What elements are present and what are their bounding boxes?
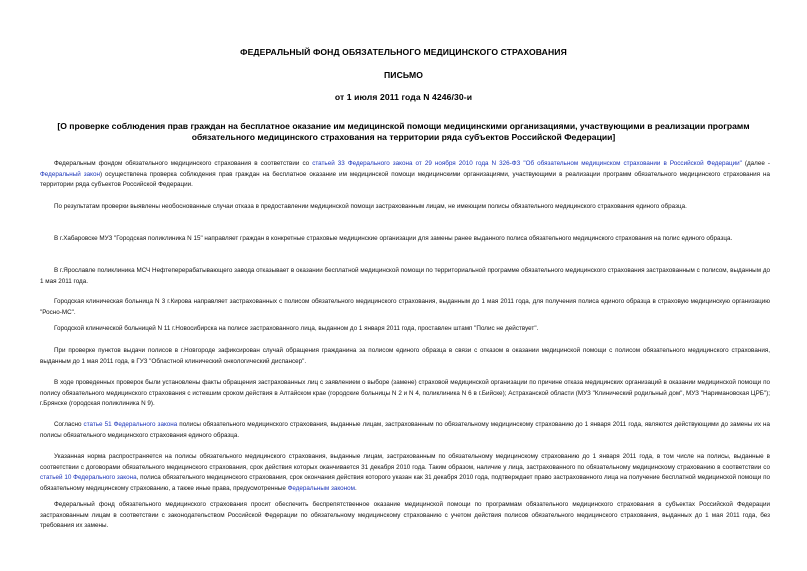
paragraph-10	[40, 452, 770, 494]
paragraph-8: В ходе проведенных проверок были установлены факты обращения застрахованных лиц с заявлением о выборе (замене) страховой медицинской организации по причине отказа медицинских организаций в оказании медицинской помощи по полису обязательного медицинского страхования с истекшим сроком действия в Алтайском крае (городские больницы N 2 и N 4, поликлиника N 6 в г.Бийске); Астраханской области (МУЗ "Клинический родильный дом", МУЗ "Наримановская ЦРБ"); г.Брянске (городская поликлиника N 9).	[40, 379, 770, 408]
title-line-2: обязательного медицинского страхования на территории ряда субъектов Российской Федерации]	[191, 132, 616, 142]
paragraph-1	[40, 159, 770, 191]
p1-text-1: Федеральным фондом обязательного медицинского страхования в соответствии со	[54, 160, 313, 167]
paragraph-3: В г.Хабаровске МУЗ "Городская поликлиника N 15" направляет граждан в конкретные страховые медицинские организации для замены ранее выданного полиса обязательного медицинского страхования на полис единого образца.	[54, 235, 733, 242]
p1-text-3: ) осуществлена проверка соблюдения прав граждан на бесплатное оказание им медицинской помощи медицинскими организациями, участвующими в реализации программ обязательного медицинского страхования на территории ряда субъектов Российской Федерации.	[40, 170, 770, 189]
p10-text-2: , полиса обязательного медицинского страхования, срок окончания действия которого указан как 31 декабря 2010 года, подтверждает право застрахованного лица на получение бесплатной медицинской помощи по обязательному медицинскому страхованию, а также иные права, предусмотренные	[40, 474, 770, 492]
organization-name: ФЕДЕРАЛЬНЫЙ ФОНД ОБЯЗАТЕЛЬНОГО МЕДИЦИНСКОГО СТРАХОВАНИЯ	[240, 47, 567, 57]
paragraph-2: По результатам проверки выявлены необоснованные случаи отказа в предоставлении медицинской помощи застрахованным лицам, не имеющим полисы обязательного медицинского страхования единого образца.	[54, 203, 687, 210]
document-type: ПИСЬМО	[384, 70, 423, 80]
link-article-10[interactable]: статьей 10 Федерального закона	[40, 474, 137, 482]
paragraph-6: Городской клинической больницей N 11 г.Новосибирска на полисе застрахованного лица, выданном до 1 января 2011 года, проставлен штамп "Полис не действует".	[54, 325, 539, 332]
p1-text-2: (далее -	[741, 160, 770, 167]
link-federal-law-2[interactable]: Федеральным законом	[287, 484, 355, 492]
paragraph-11: Федеральный фонд обязательного медицинского страхования просит обеспечить беспрепятственное оказание медицинской помощи по программам обязательного медицинского страхования в субъектах Российской Федерации застрахованным лицам в соответствии с законодательством Российской Федерации по обязательному медицинскому страхованию с учетом действия полисов обязательного медицинского страхования, выданных до 1 мая 2011 года, без требования их замены.	[40, 501, 770, 530]
document-title	[40, 121, 767, 143]
p10-text-3: .	[354, 484, 357, 492]
link-article-33[interactable]: статьей 33 Федерального закона от 29 ноября 2010 года N 326-ФЗ "Об обязательном медицинском страховании в Российской Федерации"	[312, 160, 742, 167]
paragraph-4: В г.Ярославле поликлиника МСЧ Нефтеперерабатывающего завода отказывает в оказании бесплатной медицинской помощи по территориальной программе обязательного медицинского страхования застрахованным с полисом, выданным до 1 мая 2011 года.	[40, 267, 770, 285]
title-line-1: [О проверке соблюдения прав граждан на бесплатное оказание им медицинской помощи медицинскими организациями, участвующими в реализации программ	[57, 121, 750, 131]
document-date-number: от 1 июля 2011 года N 4246/30-и	[334, 92, 473, 102]
p10-text-1: Указанная норма распространяется на полисы обязательного медицинского страхования, выданные лицам, застрахованным по обязательному медицинскому страхованию до 1 января 2011 года, в том числе на полисы, выданные в соответствии с договорами обязательного медицинского страхования, срок действия которых оканчивается 31 декабря 2010 года. Таким образом, наличие у лица, застрахованного по обязательному медицинскому страхованию в соответствии со	[40, 453, 770, 471]
paragraph-9	[40, 420, 770, 441]
paragraph-7: При проверке пунктов выдачи полисов в г.Новгороде зафиксирован случай обращения гражданина за полисом единого образца в связи с отказом в оказании медицинской помощи с полисом обязательного медицинского страхования, выданным до 1 мая 2011 года, в ГУЗ "Областной клинический онкологический диспансер".	[40, 347, 770, 365]
paragraph-5: Городская клиническая больница N 3 г.Кирова направляет застрахованных с полисом обязательного медицинского страхования, выданным до 1 мая 2011 года, для получения полиса единого образца в страховую медицинскую организацию "Росно-МС".	[40, 298, 770, 316]
link-article-51[interactable]: статье 51 Федерального закона	[83, 421, 178, 428]
p9-text-1: Согласно	[54, 421, 84, 428]
link-federal-law[interactable]: Федеральный закон	[40, 170, 100, 178]
p9-text-2: полисы обязательного медицинского страхования, выданные лицам, застрахованным по обязательному медицинскому страхованию до 1 января 2011 года, являются действующими до замены их на полисы обязательного медицинского страхования единого образца.	[40, 421, 770, 439]
